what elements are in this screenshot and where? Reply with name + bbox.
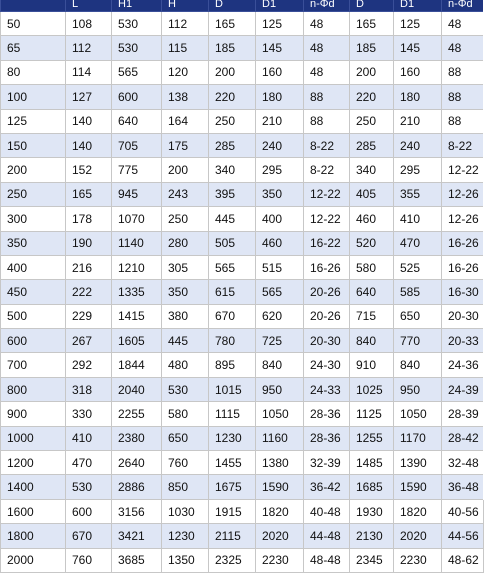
table-cell: 895: [209, 353, 256, 377]
table-cell: 24-36: [442, 353, 484, 377]
table-cell: 1380: [256, 451, 304, 475]
table-cell: 1455: [209, 451, 256, 475]
table-cell: 580: [350, 255, 394, 279]
table-cell: 1200: [1, 451, 66, 475]
table-row: [1, 85, 484, 109]
table-cell: 1000: [1, 426, 66, 450]
table-cell: 164: [162, 109, 209, 133]
table-cell: 12-26: [442, 182, 484, 206]
table-cell: 1170: [394, 426, 442, 450]
table-cell: 585: [394, 280, 442, 304]
table-cell: 615: [209, 280, 256, 304]
table-cell: 1050: [256, 402, 304, 426]
table-cell: 2000: [1, 548, 66, 572]
table-cell: 850: [162, 475, 209, 499]
table-cell: 400: [256, 207, 304, 231]
table-cell: 2380: [112, 426, 162, 450]
table-cell: 48-62: [442, 548, 484, 572]
table-cell: 480: [162, 353, 209, 377]
table-cell: 88: [442, 109, 484, 133]
table-cell: 220: [350, 85, 394, 109]
table-cell: 700: [1, 353, 66, 377]
table-cell: 1930: [350, 499, 394, 523]
header-cell-dn: [1, 0, 66, 12]
table-cell: 445: [162, 329, 209, 353]
table-cell: 1210: [112, 255, 162, 279]
table-cell: 200: [162, 158, 209, 182]
table-cell: 565: [209, 255, 256, 279]
table-cell: 1485: [350, 451, 394, 475]
table-row: [1, 402, 484, 426]
table-cell: 2040: [112, 377, 162, 401]
table-cell: 292: [66, 353, 112, 377]
table-cell: 210: [256, 109, 304, 133]
table-cell: 180: [394, 85, 442, 109]
table-row: [1, 475, 484, 499]
table-cell: 1230: [162, 524, 209, 548]
table-cell: 565: [256, 280, 304, 304]
table-cell: 216: [66, 255, 112, 279]
table-cell: 770: [394, 329, 442, 353]
table-cell: 185: [350, 36, 394, 60]
table-cell: 140: [66, 133, 112, 157]
table-cell: 243: [162, 182, 209, 206]
table-cell: 32-39: [304, 451, 350, 475]
table-cell: 2020: [394, 524, 442, 548]
table-cell: 190: [66, 231, 112, 255]
table-cell: 250: [209, 109, 256, 133]
table-cell: 530: [66, 475, 112, 499]
table-cell: 250: [1, 182, 66, 206]
header-cell-h: H: [162, 0, 209, 12]
table-cell: 240: [256, 133, 304, 157]
table-cell: 1820: [256, 499, 304, 523]
table-cell: 28-39: [442, 402, 484, 426]
table-cell: 200: [209, 60, 256, 84]
table-cell: 229: [66, 304, 112, 328]
header-cell-n-phid: n-Φd: [304, 0, 350, 12]
table-cell: 775: [112, 158, 162, 182]
table-cell: 410: [66, 426, 112, 450]
table-cell: 100: [1, 85, 66, 109]
table-cell: 295: [256, 158, 304, 182]
table-row: [1, 499, 484, 523]
table-cell: 900: [1, 402, 66, 426]
table-cell: 50: [1, 12, 66, 36]
table-cell: 165: [66, 182, 112, 206]
table-cell: 3421: [112, 524, 162, 548]
table-cell: 12-22: [442, 158, 484, 182]
table-row: [1, 329, 484, 353]
table-row: [1, 255, 484, 279]
table-cell: 125: [394, 12, 442, 36]
table-cell: 780: [209, 329, 256, 353]
table-cell: 1675: [209, 475, 256, 499]
table-cell: 470: [66, 451, 112, 475]
table-row: [1, 36, 484, 60]
table-cell: 330: [66, 402, 112, 426]
table-cell: 40-56: [442, 499, 484, 523]
table-cell: 950: [394, 377, 442, 401]
table-cell: 600: [66, 499, 112, 523]
table-cell: 8-22: [304, 158, 350, 182]
table-cell: 8-22: [304, 133, 350, 157]
table-cell: 88: [304, 85, 350, 109]
table-cell: 16-26: [442, 231, 484, 255]
table-cell: 16-26: [442, 255, 484, 279]
table-cell: 24-39: [442, 377, 484, 401]
table-cell: 350: [256, 182, 304, 206]
table-cell: 16-30: [442, 280, 484, 304]
table-cell: 530: [112, 36, 162, 60]
table-cell: 670: [209, 304, 256, 328]
table-cell: 1230: [209, 426, 256, 450]
table-row: [1, 548, 484, 572]
table-cell: 650: [394, 304, 442, 328]
table-cell: 725: [256, 329, 304, 353]
table-cell: 267: [66, 329, 112, 353]
table-cell: 114: [66, 60, 112, 84]
table-cell: 65: [1, 36, 66, 60]
table-cell: 1820: [394, 499, 442, 523]
table-row: [1, 280, 484, 304]
table-cell: 178: [66, 207, 112, 231]
table-cell: 1015: [209, 377, 256, 401]
table-cell: 1070: [112, 207, 162, 231]
table-row: [1, 133, 484, 157]
table-cell: 2230: [394, 548, 442, 572]
table-cell: 525: [394, 255, 442, 279]
table-cell: 160: [256, 60, 304, 84]
table-cell: 640: [112, 109, 162, 133]
table-cell: 2640: [112, 451, 162, 475]
header-cell-d1: D1: [256, 0, 304, 12]
table-cell: 20-30: [304, 329, 350, 353]
table-cell: 28-36: [304, 426, 350, 450]
table-cell: 200: [350, 60, 394, 84]
table-cell: 32-48: [442, 451, 484, 475]
table-cell: 318: [66, 377, 112, 401]
table-cell: 48: [442, 36, 484, 60]
header-cell-h1: H1: [112, 0, 162, 12]
table-cell: 1140: [112, 231, 162, 255]
table-cell: 152: [66, 158, 112, 182]
table-cell: 285: [209, 133, 256, 157]
table-cell: 530: [112, 12, 162, 36]
table-row: [1, 158, 484, 182]
table-cell: 175: [162, 133, 209, 157]
table-cell: 220: [209, 85, 256, 109]
table-cell: 300: [1, 207, 66, 231]
table-cell: 520: [350, 231, 394, 255]
table-cell: 840: [256, 353, 304, 377]
table-cell: 2886: [112, 475, 162, 499]
table-cell: 125: [256, 12, 304, 36]
table-cell: 580: [162, 402, 209, 426]
table-cell: 20-30: [442, 304, 484, 328]
table-cell: 840: [394, 353, 442, 377]
table-row: [1, 353, 484, 377]
table-cell: 1255: [350, 426, 394, 450]
table-row: [1, 231, 484, 255]
table-cell: 910: [350, 353, 394, 377]
table-cell: 88: [442, 85, 484, 109]
table-cell: 165: [350, 12, 394, 36]
table-cell: 160: [394, 60, 442, 84]
table-row: [1, 451, 484, 475]
table-cell: 670: [66, 524, 112, 548]
table-row: [1, 60, 484, 84]
table-cell: 115: [162, 36, 209, 60]
table-cell: 88: [304, 109, 350, 133]
table-row: [1, 524, 484, 548]
table-cell: 1390: [394, 451, 442, 475]
table-cell: 2020: [256, 524, 304, 548]
table-cell: 24-33: [304, 377, 350, 401]
table-cell: 20-26: [304, 304, 350, 328]
table-cell: 250: [162, 207, 209, 231]
table-cell: 210: [394, 109, 442, 133]
table-cell: 127: [66, 85, 112, 109]
table-cell: 145: [256, 36, 304, 60]
table-cell: 2230: [256, 548, 304, 572]
table-cell: 500: [1, 304, 66, 328]
table-cell: 715: [350, 304, 394, 328]
table-row: [1, 109, 484, 133]
table-cell: 280: [162, 231, 209, 255]
table-cell: 1030: [162, 499, 209, 523]
table-cell: 1800: [1, 524, 66, 548]
table-cell: 16-22: [304, 231, 350, 255]
table-cell: 1844: [112, 353, 162, 377]
table-cell: 120: [162, 60, 209, 84]
table-cell: 185: [209, 36, 256, 60]
table-cell: 1605: [112, 329, 162, 353]
table-cell: 2130: [350, 524, 394, 548]
table-cell: 88: [442, 60, 484, 84]
table-cell: 530: [162, 377, 209, 401]
table-cell: 48: [304, 60, 350, 84]
table-cell: 505: [209, 231, 256, 255]
table-cell: 565: [112, 60, 162, 84]
table-header-row: [1, 0, 484, 12]
table-cell: 12-22: [304, 182, 350, 206]
table-cell: 200: [1, 158, 66, 182]
table-cell: 450: [1, 280, 66, 304]
table-cell: 760: [66, 548, 112, 572]
table-cell: 600: [1, 329, 66, 353]
table-cell: 470: [394, 231, 442, 255]
table-cell: 705: [112, 133, 162, 157]
table-cell: 650: [162, 426, 209, 450]
table-cell: 80: [1, 60, 66, 84]
table-cell: 2255: [112, 402, 162, 426]
table-cell: 112: [162, 12, 209, 36]
table-cell: 1160: [256, 426, 304, 450]
table-cell: 180: [256, 85, 304, 109]
table-cell: 380: [162, 304, 209, 328]
table-cell: 1915: [209, 499, 256, 523]
table-cell: 28-42: [442, 426, 484, 450]
table-cell: 340: [350, 158, 394, 182]
header-cell-l: L: [66, 0, 112, 12]
table-cell: 1125: [350, 402, 394, 426]
table-cell: 350: [1, 231, 66, 255]
table-cell: 36-48: [442, 475, 484, 499]
table-cell: 1590: [394, 475, 442, 499]
table-cell: 2115: [209, 524, 256, 548]
table-cell: 16-26: [304, 255, 350, 279]
table-cell: 1590: [256, 475, 304, 499]
table-cell: 355: [394, 182, 442, 206]
table-cell: 112: [66, 36, 112, 60]
table-cell: 250: [350, 109, 394, 133]
table-row: [1, 304, 484, 328]
table-cell: 400: [1, 255, 66, 279]
page-margin: [483, 0, 500, 500]
header-cell-d: D: [209, 0, 256, 12]
table-cell: 48: [304, 36, 350, 60]
table-body: [1, 12, 484, 573]
header-cell-d1-2: D1: [394, 0, 442, 12]
table-cell: 3685: [112, 548, 162, 572]
table-cell: 1685: [350, 475, 394, 499]
table-cell: 44-56: [442, 524, 484, 548]
table-cell: 222: [66, 280, 112, 304]
table-cell: 48-48: [304, 548, 350, 572]
table-cell: 445: [209, 207, 256, 231]
table-cell: 800: [1, 377, 66, 401]
table-cell: 140: [66, 109, 112, 133]
table-row: [1, 207, 484, 231]
table-cell: 3156: [112, 499, 162, 523]
table-cell: 20-33: [442, 329, 484, 353]
table-cell: 950: [256, 377, 304, 401]
header-cell-n-phid-2: n-Φd: [442, 0, 484, 12]
table-cell: 410: [394, 207, 442, 231]
table-cell: 405: [350, 182, 394, 206]
table-cell: 1335: [112, 280, 162, 304]
table-cell: 44-48: [304, 524, 350, 548]
table-cell: 1350: [162, 548, 209, 572]
table-cell: 2325: [209, 548, 256, 572]
table-cell: 12-22: [304, 207, 350, 231]
table-cell: 36-42: [304, 475, 350, 499]
table-row: [1, 12, 484, 36]
table-cell: 48: [304, 12, 350, 36]
table-cell: 285: [350, 133, 394, 157]
table-row: [1, 426, 484, 450]
table-cell: 108: [66, 12, 112, 36]
table-cell: 945: [112, 182, 162, 206]
table-cell: 240: [394, 133, 442, 157]
table-cell: 2345: [350, 548, 394, 572]
table-cell: 840: [350, 329, 394, 353]
table-cell: 295: [394, 158, 442, 182]
table-cell: 20-26: [304, 280, 350, 304]
table-cell: 1050: [394, 402, 442, 426]
table-cell: 48: [442, 12, 484, 36]
table-cell: 1415: [112, 304, 162, 328]
table-cell: 760: [162, 451, 209, 475]
table-cell: 28-36: [304, 402, 350, 426]
table-cell: 395: [209, 182, 256, 206]
table-cell: 460: [256, 231, 304, 255]
table-cell: 305: [162, 255, 209, 279]
table-cell: 150: [1, 133, 66, 157]
table-cell: 600: [112, 85, 162, 109]
table-cell: 125: [1, 109, 66, 133]
table-cell: 1025: [350, 377, 394, 401]
table-cell: 340: [209, 158, 256, 182]
header-cell-d-2: D: [350, 0, 394, 12]
table-cell: 24-30: [304, 353, 350, 377]
table-cell: 515: [256, 255, 304, 279]
table-cell: 350: [162, 280, 209, 304]
table-cell: 165: [209, 12, 256, 36]
table-cell: 1115: [209, 402, 256, 426]
table-row: [1, 377, 484, 401]
table-cell: 1600: [1, 499, 66, 523]
table-cell: 1400: [1, 475, 66, 499]
table-cell: 640: [350, 280, 394, 304]
table-cell: 12-26: [442, 207, 484, 231]
table-cell: 620: [256, 304, 304, 328]
table-cell: 40-48: [304, 499, 350, 523]
table-cell: 138: [162, 85, 209, 109]
table-cell: 8-22: [442, 133, 484, 157]
table-row: [1, 182, 484, 206]
table-cell: 145: [394, 36, 442, 60]
table-cell: 460: [350, 207, 394, 231]
